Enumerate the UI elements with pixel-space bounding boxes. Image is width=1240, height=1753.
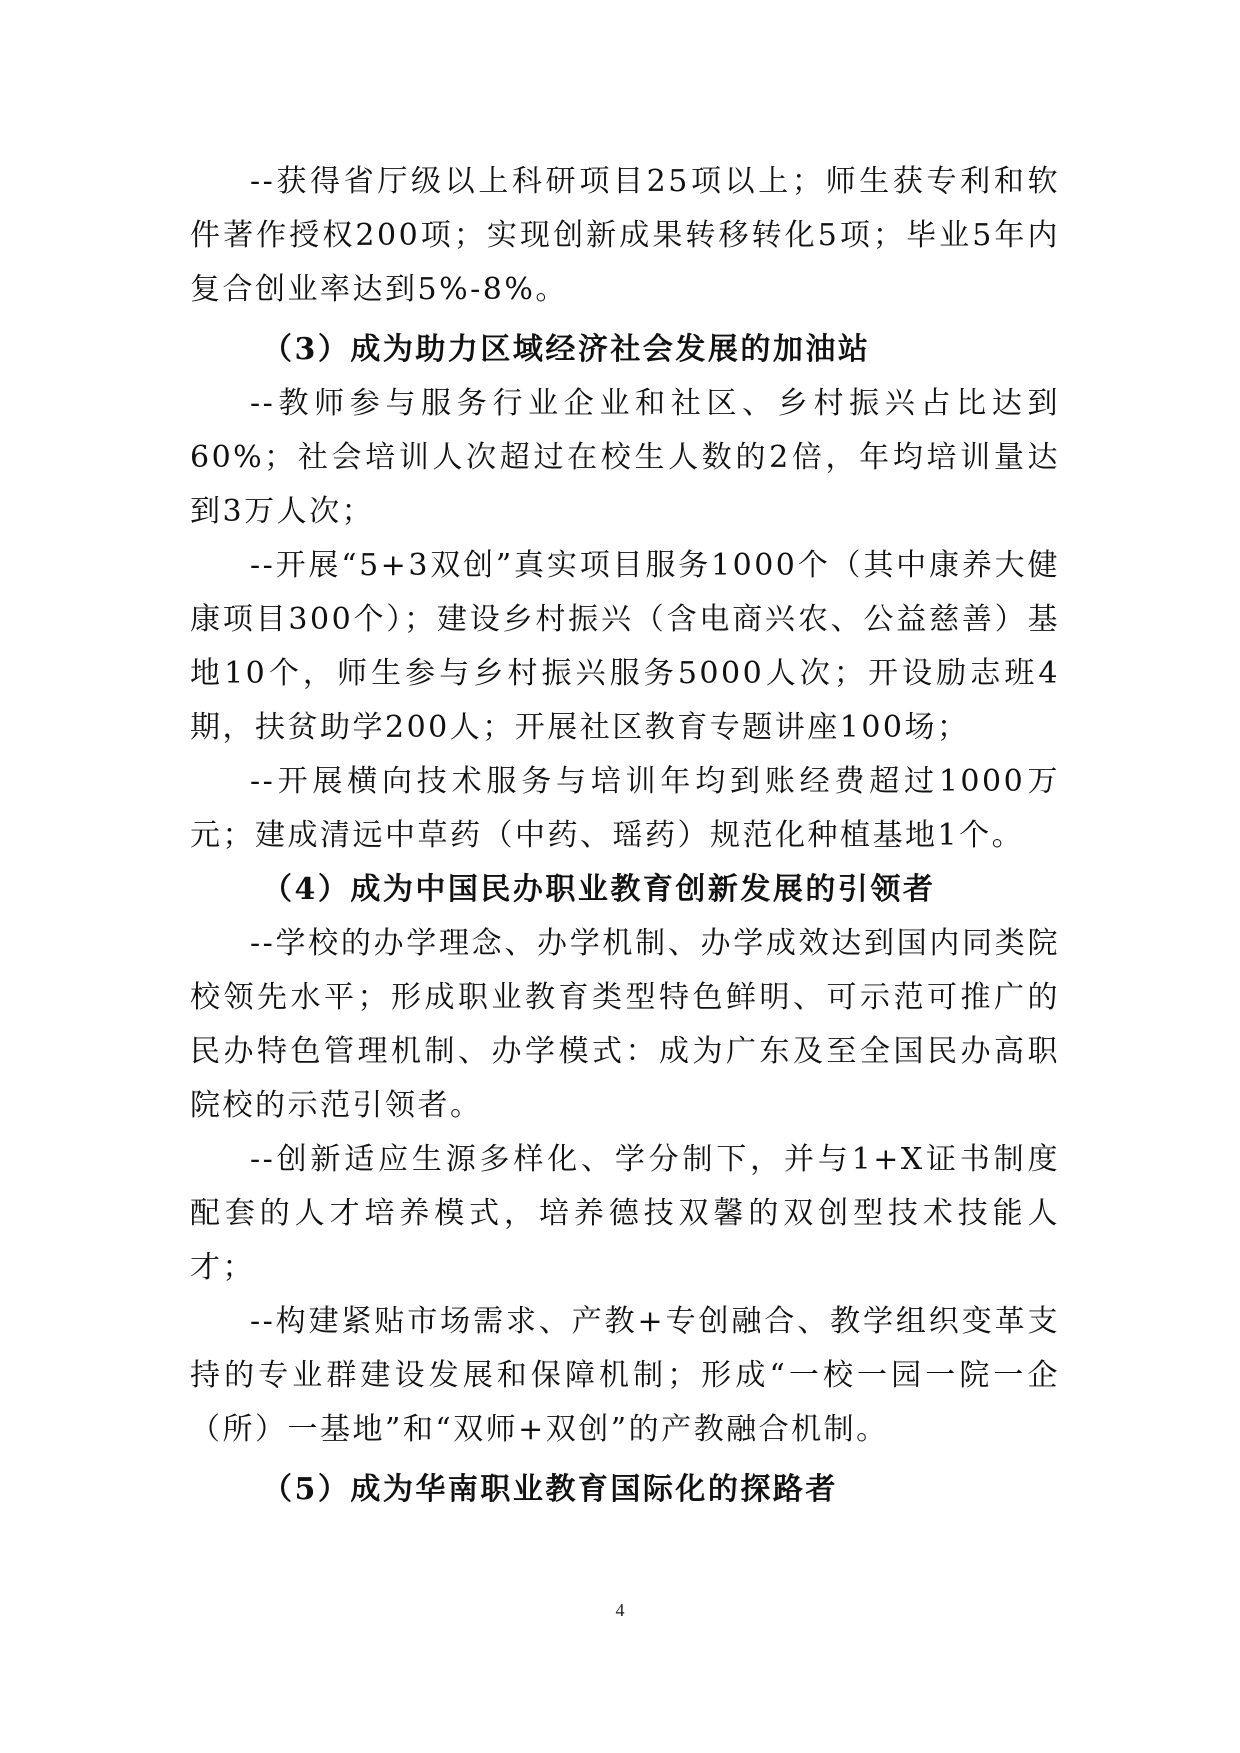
heading-section-3: （3）成为助力区域经济社会发展的加油站 (262, 332, 871, 367)
paragraph-technical-services: --开展横向技术服务与培训年均到账经费超过1000万元；建成清远中草药（中药、瑶药）规范化种植基地1个。 (190, 764, 1060, 853)
document-body (190, 155, 1060, 1517)
page-number: 4 (615, 1600, 625, 1620)
paragraph-school-philosophy: --学校的办学理念、办学机制、办学成效达到国内同类院校领先水平；形成职业教育类型特色鲜明、可示范可推广的民办特色管理机制、办学模式：成为广东及至全国民办高职院校的示范引领者。 (190, 926, 1060, 1123)
paragraph-research-targets: --获得省厅级以上科研项目25项以上；师生获专利和软件著作授权200项；实现创新成果转移转化5项；毕业5年内复合创业率达到5%-8%。 (190, 164, 1060, 307)
heading-section-4: （4）成为中国民办职业教育创新发展的引领者 (262, 872, 936, 907)
paragraph-talent-training: --创新适应生源多样化、学分制下，并与1+X证书制度配套的人才培养模式，培养德技双馨的双创型技术技能人才； (190, 1142, 1060, 1285)
paragraph-project-services: --开展“5+3双创”真实项目服务1000个（其中康养大健康项目300个）；建设乡村振兴（含电商兴农、公益慈善）基地10个，师生参与乡村振兴服务5000人次；开设励志班4期，扶贫助学200人；开展社区教育专题讲座100场； (190, 548, 1060, 745)
paragraph-professional-groups: --构建紧贴市场需求、产教+专创融合、教学组织变革支持的专业群建设发展和保障机制；形成“一校一园一院一企（所）一基地”和“双师+双创”的产教融合机制。 (190, 1304, 1060, 1447)
paragraph-teacher-service: --教师参与服务行业企业和社区、乡村振兴占比达到60%；社会培训人次超过在校生人数的2倍，年均培训量达到3万人次； (190, 386, 1060, 529)
heading-section-5: （5）成为华南职业教育国际化的探路者 (262, 1472, 838, 1507)
